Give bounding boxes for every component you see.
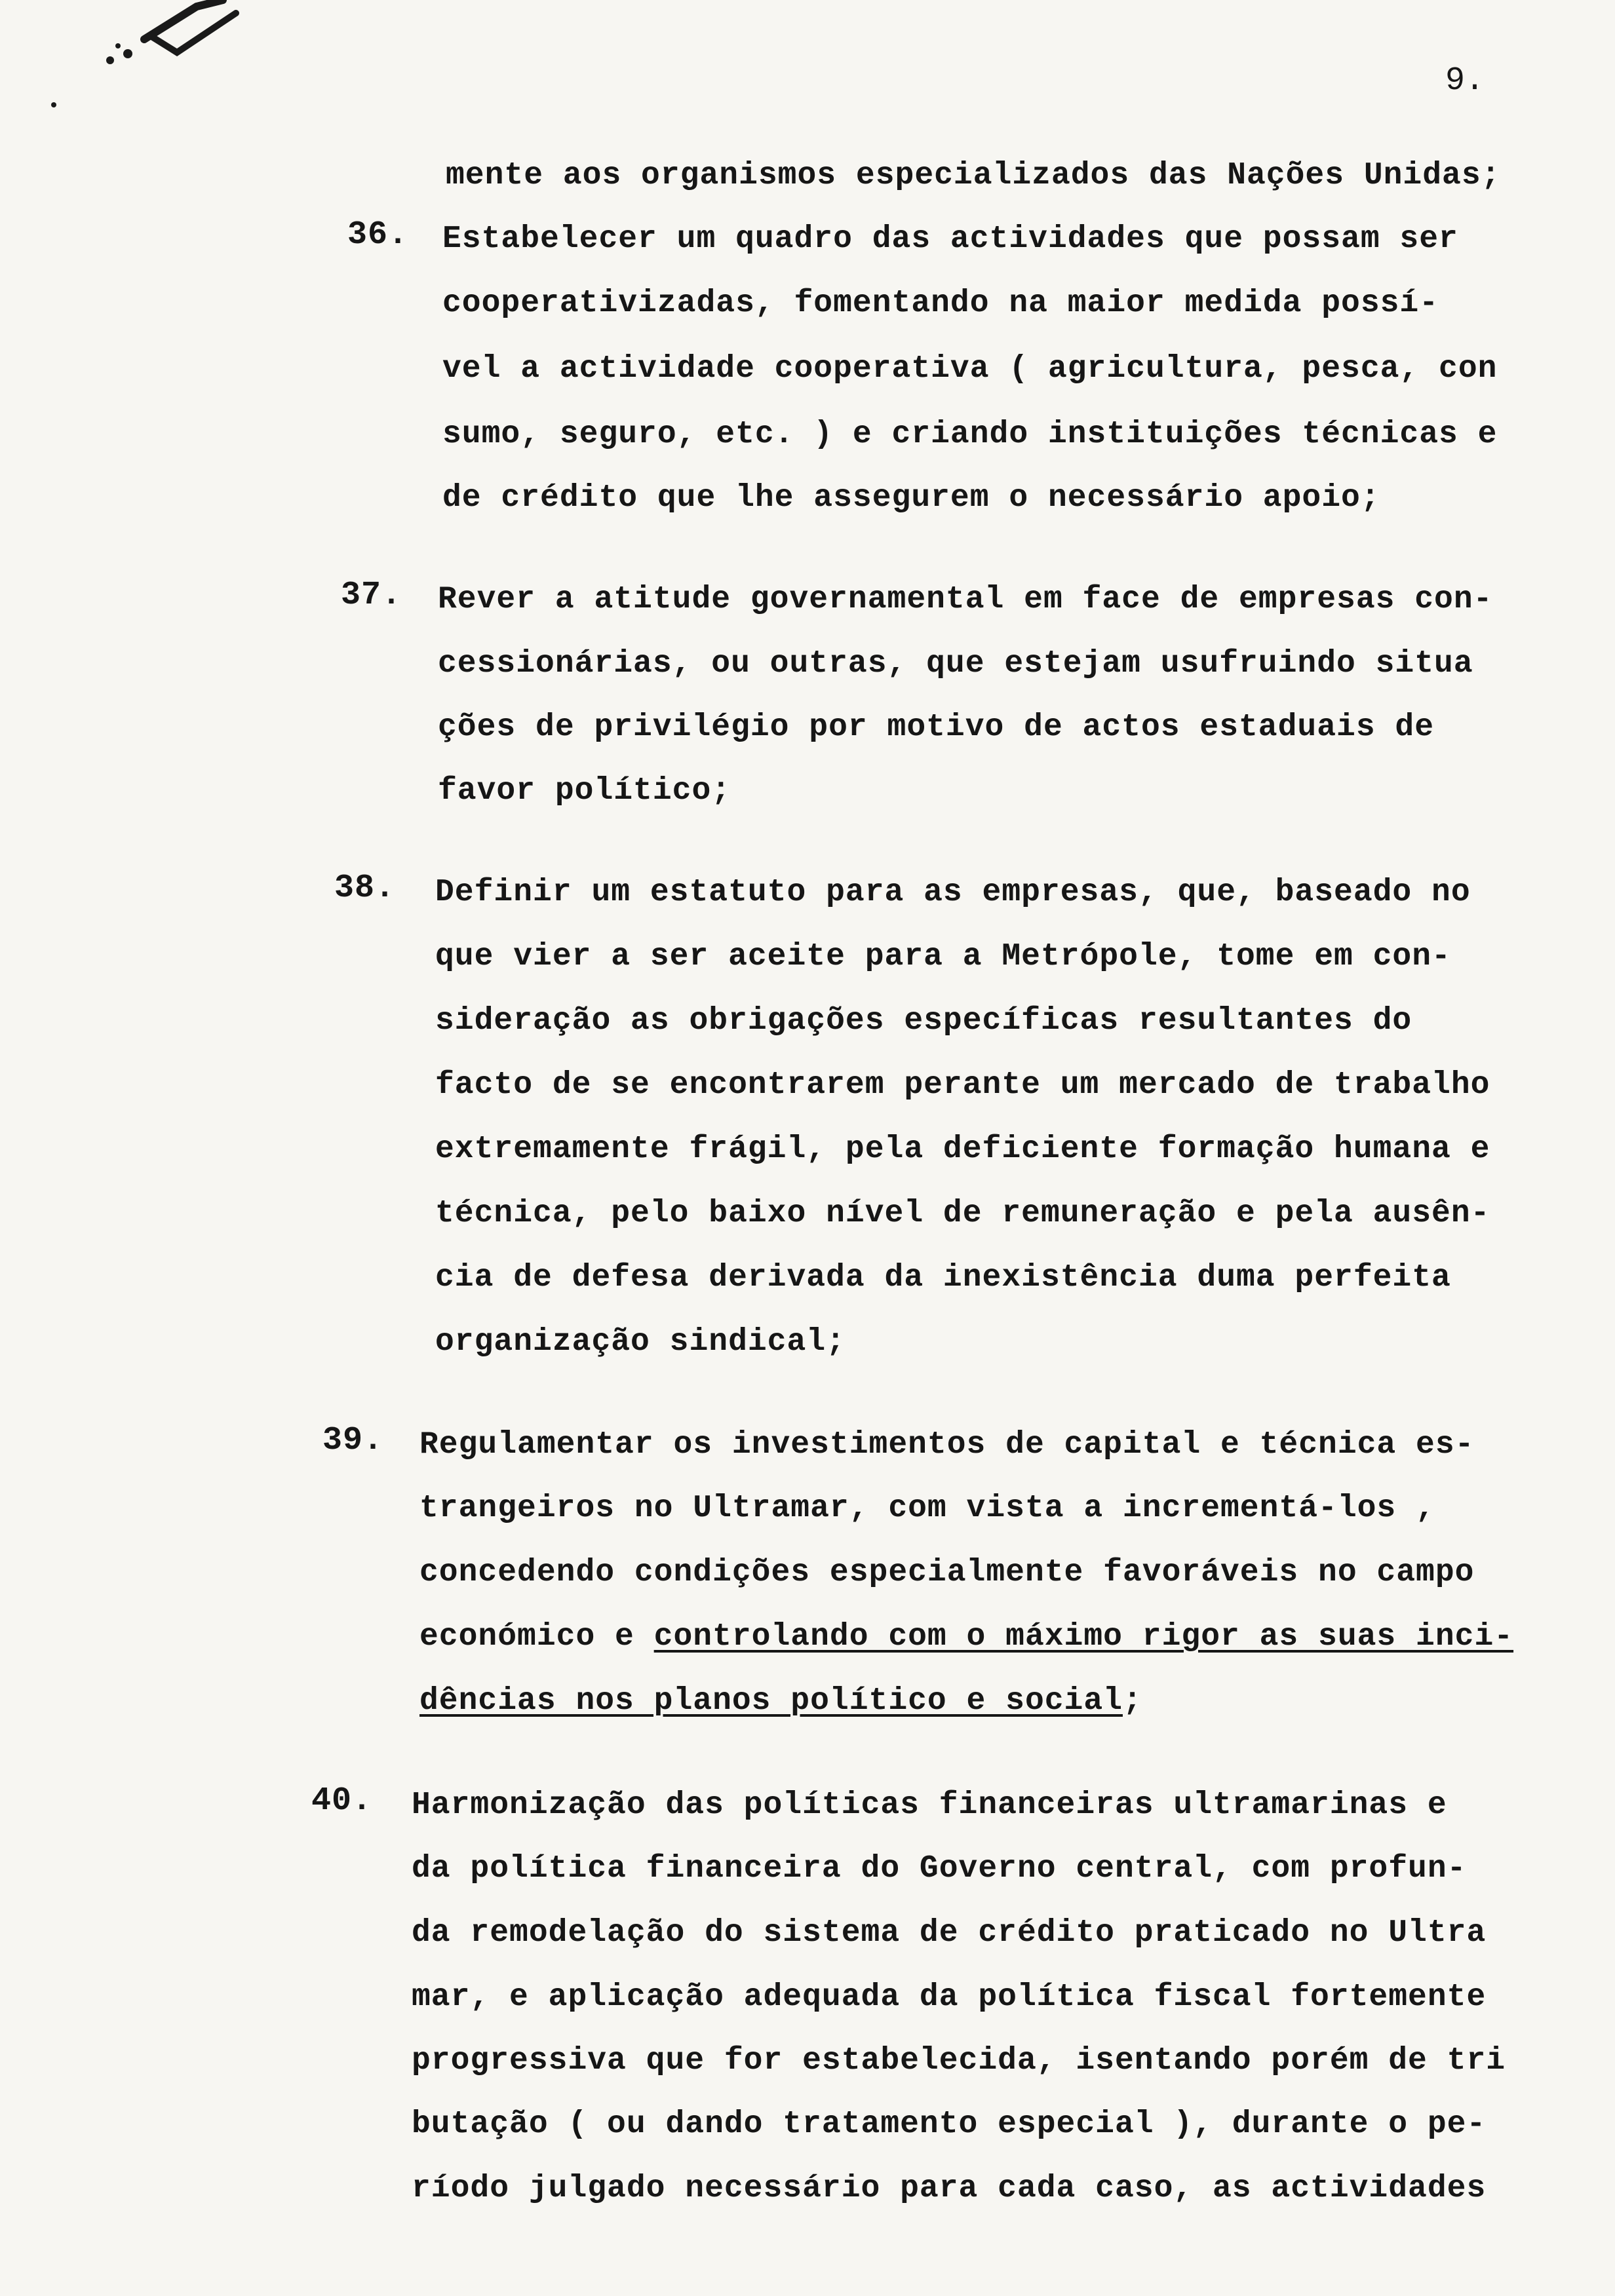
- text-line: ções de privilégio por motivo de actos estaduais de: [438, 710, 1435, 745]
- item-number-39: 39.: [322, 1422, 384, 1459]
- text-line: [419, 1617, 1513, 1656]
- text-line: Regulamentar os investimentos de capital e técnica es-: [419, 1427, 1475, 1463]
- text-line: organização sindical;: [435, 1324, 846, 1360]
- text-line: favor político;: [438, 773, 731, 809]
- text-line: concedendo condições especialmente favoráveis no campo: [419, 1555, 1475, 1590]
- text-line: [419, 1681, 1142, 1721]
- text-line: cia de defesa derivada da inexistência duma perfeita: [435, 1260, 1451, 1295]
- text-line: trangeiros no Ultramar, com vista a incrementá-los ,: [419, 1491, 1435, 1526]
- text-line: técnica, pelo baixo nível de remuneração e pela ausên-: [435, 1196, 1490, 1231]
- item-number-36: 36.: [347, 216, 409, 254]
- item-number-37: 37.: [341, 577, 402, 614]
- text-line: butação ( ou dando tratamento especial ), durante o pe-: [412, 2107, 1487, 2142]
- text-line: cessionárias, ou outras, que estejam usufruindo situa: [438, 646, 1473, 681]
- text-line: Definir um estatuto para as empresas, que, baseado no: [435, 875, 1471, 910]
- underlined-text: controlando com o máximo rigor as suas inci-: [653, 1619, 1514, 1655]
- pen-mark-icon: [26, 0, 302, 131]
- text-line: que vier a ser aceite para a Metrópole, tome em con-: [435, 939, 1451, 974]
- underlined-text: dências nos planos político e social: [419, 1683, 1123, 1719]
- text-line: progressiva que for estabelecida, isentando porém de tri: [412, 2043, 1506, 2078]
- item-number-38: 38.: [334, 870, 396, 907]
- text-segment: ;: [1122, 1683, 1142, 1719]
- text-line: ríodo julgado necessário para cada caso, as actividades: [412, 2171, 1487, 2206]
- text-line: extremamente frágil, pela deficiente formação humana e: [435, 1132, 1490, 1167]
- text-line: de crédito que lhe assegurem o necessário apoio;: [442, 480, 1380, 516]
- text-line: sideração as obrigações específicas resultantes do: [435, 1003, 1412, 1039]
- text-line: Estabelecer um quadro das actividades que possam ser: [442, 221, 1458, 257]
- text-line: da remodelação do sistema de crédito praticado no Ultra: [412, 1915, 1487, 1951]
- text-line: cooperativizadas, fomentando na maior medida possí-: [442, 286, 1439, 321]
- text-line: vel a actividade cooperativa ( agricultura, pesca, con: [442, 351, 1498, 387]
- text-line: mar, e aplicação adequada da política fiscal fortemente: [412, 1980, 1487, 2015]
- page-number: 9.: [1445, 62, 1485, 100]
- text-line: facto de se encontrarem perante um mercado de trabalho: [435, 1067, 1490, 1103]
- text-line: sumo, seguro, etc. ) e criando instituições técnicas e: [442, 417, 1498, 452]
- text-line: mente aos organismos especializados das Nações Unidas;: [446, 158, 1501, 193]
- text-line: Harmonização das políticas financeiras ultramarinas e: [412, 1788, 1447, 1823]
- text-line: da política financeira do Governo central, com profun-: [412, 1851, 1467, 1886]
- item-number-40: 40.: [311, 1782, 373, 1820]
- text-line: Rever a atitude governamental em face de empresas con-: [438, 582, 1493, 617]
- text-segment: económico e: [419, 1619, 654, 1655]
